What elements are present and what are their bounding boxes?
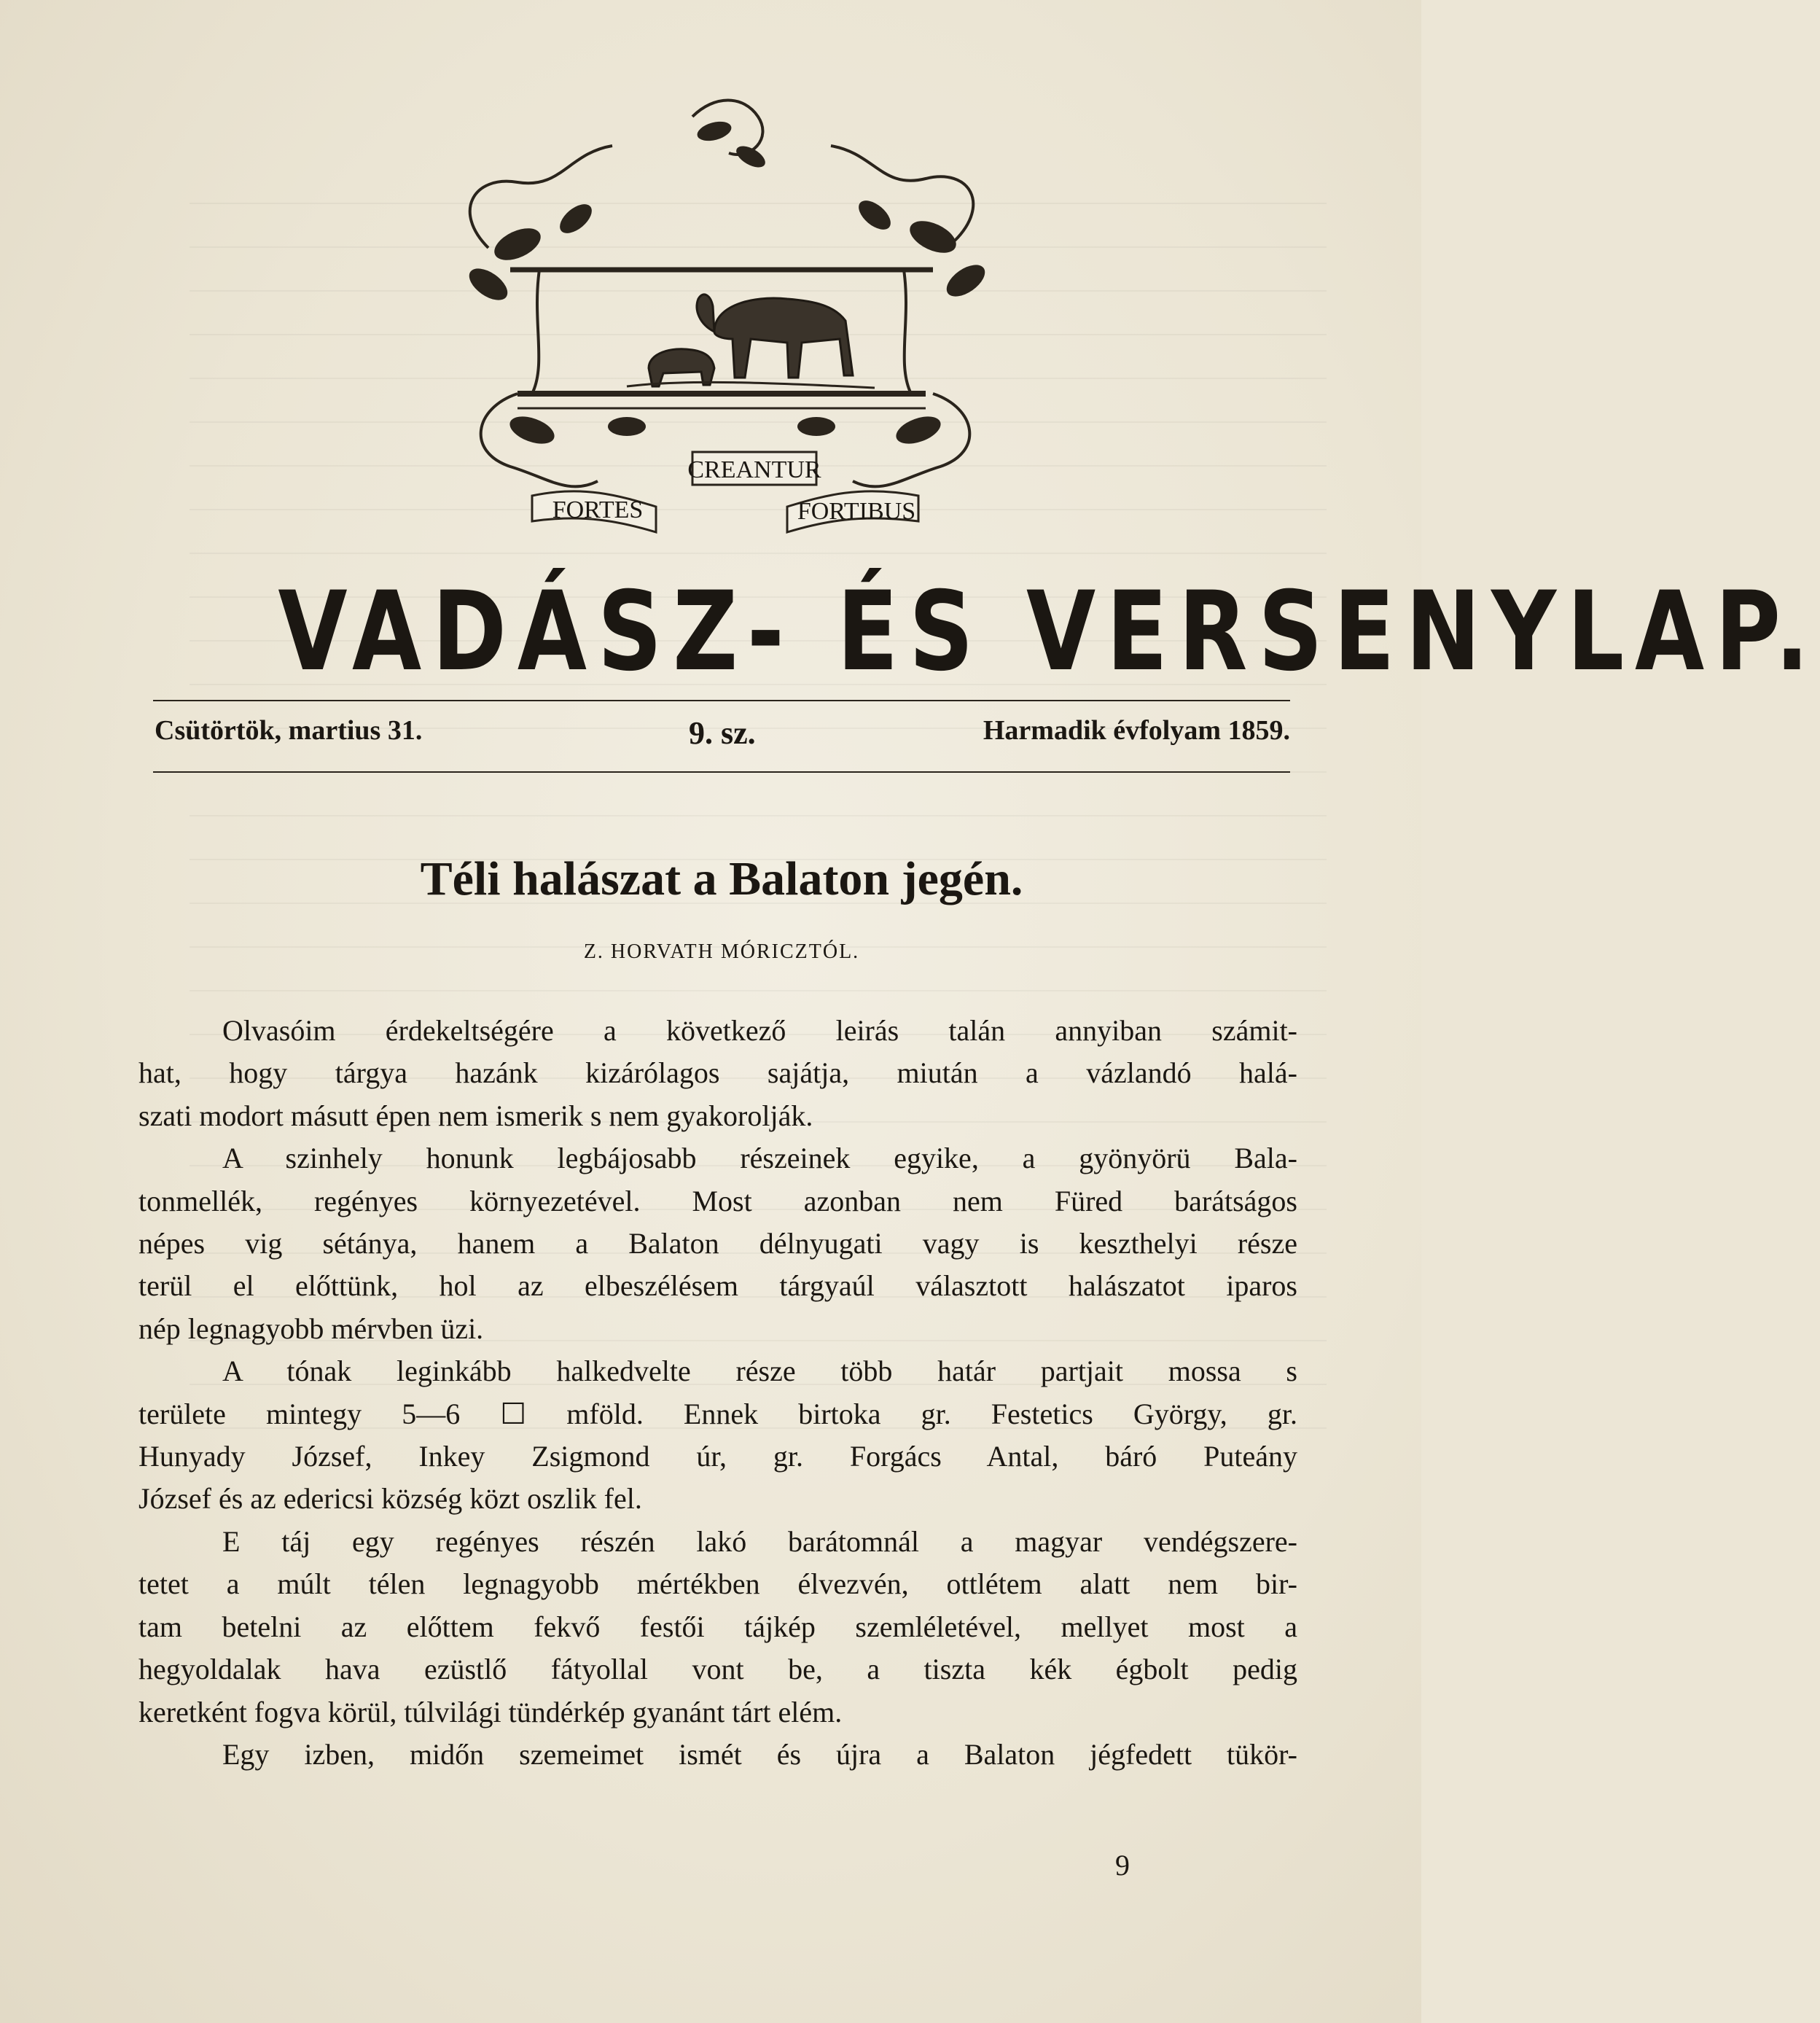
article-line: Egy izben, midőn szemeimet ismét és újra a Balaton jégfedett tükör- [222,1737,1297,1771]
article-line: tetet a múlt télen legnagyobb mértékben élvezvén, ottlétem alatt nem bir- [138,1567,1297,1601]
article-line: népes vig sétánya, hanem a Balaton délnyugati vagy is keszthelyi része [138,1227,1297,1260]
article-line: Hunyady József, Inkey Zsigmond úr, gr. Forgács Antal, báró Puteány [138,1440,1297,1473]
article-line: keretként fogva körül, túlvilági tündérkép gyanánt tárt elém. [138,1695,843,1728]
motto-fortes: FORTES [552,496,644,523]
page-number: 9 [1115,1849,1130,1882]
article-line: hat, hogy tárgya hazánk kizárólagos sajátja, miután a vázlandó halá- [138,1056,1297,1090]
article-body [138,1010,1297,1776]
article-author: Z. HORVATH MÓRICZTÓL. [583,940,860,963]
article-line: József és az edericsi község közt oszlik fel. [138,1482,642,1516]
motto-fortibus: FORTIBUS [797,498,916,525]
article-line: tonmellék, regényes környezetével. Most azonban nem Füred barátságos [138,1184,1297,1217]
article-line: hegyoldalak hava ezüstlő fátyollal vont be, a tiszta kék égbolt pedig [138,1653,1297,1686]
article-line: A szinhely honunk legbájosabb részeinek egyike, a gyönyörü Bala- [222,1142,1297,1175]
article-line: nép legnagyobb mérvben üzi. [138,1311,484,1345]
volume-year: Harmadik évfolyam 1859. [983,715,1290,746]
motto-creantur: CREANTUR [687,456,821,483]
article-line: tam betelni az előttem fekvő festői tájkép szemléletével, mellyet most a [138,1610,1297,1643]
masthead-vignette-illustration [408,87,1035,569]
article-line: területe mintegy 5—6 ☐ mföld. Ennek birtoka gr. Festetics György, gr. [138,1397,1297,1430]
article-title: Téli halászat a Balaton jegén. [420,852,1023,905]
article-line: Olvasóim érdekeltségére a következő leirás talán annyiban számit- [222,1014,1297,1047]
article-line: A tónak leginkább halkedvelte része több határ partjait mossa s [222,1354,1297,1388]
issue-number: 9. sz. [689,715,756,751]
masthead-rule-top [153,700,1290,701]
article-line: E táj egy regényes részén lakó barátomnál a magyar vendégszere- [222,1524,1297,1558]
newspaper-masthead: VADÁSZ- ÉS VERSENYLAP. [278,569,1820,695]
dateline [153,714,1290,758]
masthead-rule-bottom [153,771,1290,773]
article-line: terül el előttünk, hol az elbeszélésem tárgyaúl választott halászatot iparos [138,1269,1297,1303]
article-line: szati modort másutt épen nem ismerik s nem gyakorolják. [138,1099,813,1132]
issue-date: Csütörtök, martius 31. [155,715,423,746]
